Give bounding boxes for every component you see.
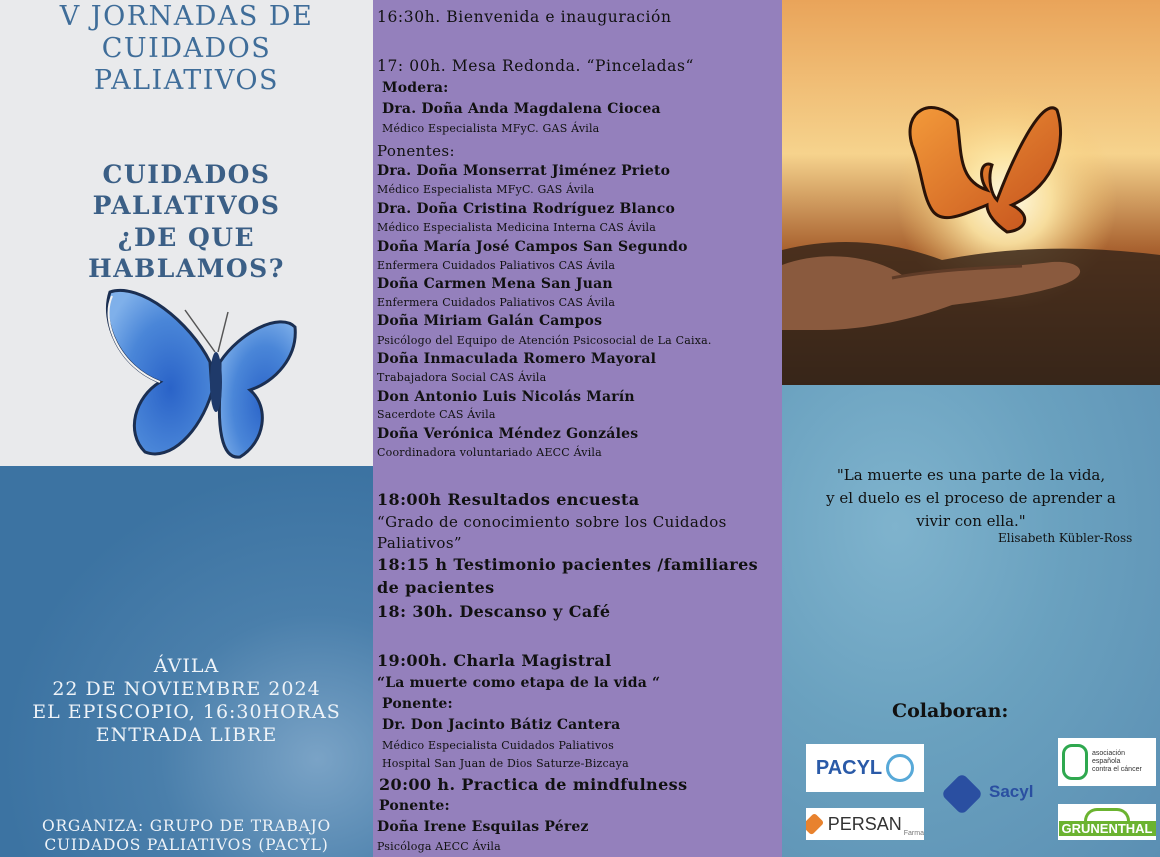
event-entry: ENTRADA LIBRE — [95, 724, 278, 746]
organizer-line-2: CUIDADOS PALIATIVOS (PACYL) — [44, 836, 329, 854]
ponente-name: Don Antonio Luis Nicolás Marín — [377, 389, 635, 405]
ponente-role: Psicólogo del Equipo de Atención Psicosocial de La Caixa. — [377, 334, 712, 347]
moderator-name: Dra. Doña Anda Magdalena Ciocea — [382, 101, 661, 117]
mindfulness-title: 20:00 h. Practica de mindfulness — [379, 775, 688, 794]
ponente-name: Doña Inmaculada Romero Mayoral — [377, 351, 657, 367]
charla-ponente-role-1: Médico Especialista Cuidados Paliativos — [382, 739, 614, 752]
aecc-logo — [1058, 738, 1156, 786]
quote-author: Elisabeth Kübler-Ross — [998, 531, 1133, 545]
aecc-text-line-2: española — [1092, 758, 1121, 765]
quote-line-3: vivir con ella." — [916, 512, 1026, 530]
program-panel — [373, 0, 782, 857]
event-title-line-1: V JORNADAS DE — [59, 1, 314, 32]
program-mesa-redonda: 17: 00h. Mesa Redonda. “Pinceladas“ — [377, 57, 695, 75]
aecc-symbol-icon — [1062, 744, 1088, 780]
ponente-name: Dra. Doña Monserrat Jiménez Prieto — [377, 163, 671, 179]
program-welcome: 16:30h. Bienvenida e inauguración — [377, 8, 672, 26]
charla-ponente-name: Dr. Don Jacinto Bátiz Cantera — [382, 717, 621, 733]
subtitle-line-2: PALIATIVOS — [92, 191, 281, 220]
testimonio-line-2: de pacientes — [377, 578, 495, 597]
sacyl-logo-text: Sacyl — [989, 782, 1034, 801]
ponente-role: Trabajadora Social CAS Ávila — [377, 371, 547, 384]
quote-line-2: y el duelo es el proceso de aprender a — [826, 489, 1116, 507]
modera-label: Modera: — [382, 80, 449, 96]
ponente-role: Médico Especialista Medicina Interna CAS Ávila — [377, 221, 657, 234]
ponente-name: Dra. Doña Cristina Rodríguez Blanco — [377, 201, 675, 217]
colaboran-label: Colaboran: — [892, 700, 1009, 722]
ponente-role: Sacerdote CAS Ávila — [377, 408, 496, 421]
grunenthal-logo — [1058, 804, 1156, 840]
ponente-role: Médico Especialista MFyC. GAS Ávila — [377, 183, 595, 196]
event-location: ÁVILA — [153, 655, 220, 677]
event-date: 22 DE NOVIEMBRE 2024 — [52, 678, 321, 700]
event-title-line-2: CUIDADOS — [101, 33, 272, 64]
charla-subtitle: “La muerte como etapa de la vida “ — [377, 675, 661, 691]
sacyl-symbol-icon — [941, 773, 983, 815]
ponente-role: Enfermera Cuidados Paliativos CAS Ávila — [377, 259, 616, 272]
grunenthal-logo-text: GRUNENTHAL — [1059, 821, 1156, 836]
aecc-text-line-3: contra el cáncer — [1092, 766, 1142, 773]
encuesta-line-2: Paliativos” — [377, 534, 462, 552]
event-venue: EL EPISCOPIO, 16:30HORAS — [32, 701, 341, 723]
mindfulness-ponente-name: Doña Irene Esquilas Pérez — [377, 819, 589, 835]
moderator-role: Médico Especialista MFyC. GAS Ávila — [382, 122, 600, 135]
event-info — [0, 655, 373, 747]
grunenthal-symbol-icon — [1084, 808, 1130, 821]
ponentes-label: Ponentes: — [377, 142, 455, 160]
pacyl-logo — [806, 744, 924, 792]
ponente-name: Doña Miriam Galán Campos — [377, 313, 603, 329]
quote-line-1: "La muerte es una parte de la vida, — [836, 466, 1106, 484]
persan-logo-text: PERSAN — [827, 813, 902, 834]
charla-title: 19:00h. Charla Magistral — [377, 651, 612, 670]
pacyl-logo-text: PACYL — [815, 756, 883, 779]
ponente-role: Enfermera Cuidados Paliativos CAS Ávila — [377, 296, 616, 309]
ponente-name: Doña Verónica Méndez Gonzáles — [377, 426, 639, 442]
organizer — [0, 817, 373, 855]
sunset-butterfly-photo — [782, 0, 1160, 385]
charla-ponente-label: Ponente: — [382, 696, 453, 712]
ponente-name: Doña María José Campos San Segundo — [377, 239, 688, 255]
ponente-role: Coordinadora voluntariado AECC Ávila — [377, 446, 602, 459]
encuesta-line-1: “Grado de conocimiento sobre los Cuidados — [377, 513, 727, 531]
blue-butterfly-icon — [100, 282, 300, 467]
aecc-text-line-1: asociación — [1092, 750, 1126, 757]
sacyl-logo — [940, 768, 1040, 818]
subtitle-line-4: HABLAMOS? — [88, 254, 285, 283]
ponente-name: Doña Carmen Mena San Juan — [377, 276, 613, 292]
organizer-line-1: ORGANIZA: GRUPO DE TRABAJO — [41, 817, 332, 835]
testimonio-line-1: 18:15 h Testimonio pacientes /familiares — [377, 555, 759, 574]
mindfulness-ponente-label: Ponente: — [379, 798, 450, 814]
hand-butterfly-illustration — [782, 0, 1160, 385]
charla-ponente-role-2: Hospital San Juan de Dios Saturze-Bizcaya — [382, 757, 629, 770]
persan-logo-subtext: Farma — [903, 830, 924, 837]
encuesta-title: 18:00h Resultados encuesta — [377, 490, 640, 509]
subtitle-line-3: ¿DE QUE — [117, 223, 256, 252]
persan-symbol-icon — [806, 813, 824, 835]
subtitle-line-1: CUIDADOS — [102, 160, 271, 189]
pacyl-symbol-icon — [886, 754, 914, 782]
mindfulness-ponente-role: Psicóloga AECC Ávila — [377, 840, 501, 853]
event-title-line-3: PALIATIVOS — [93, 65, 280, 96]
descanso: 18: 30h. Descanso y Café — [377, 602, 611, 621]
persan-logo — [806, 808, 924, 840]
